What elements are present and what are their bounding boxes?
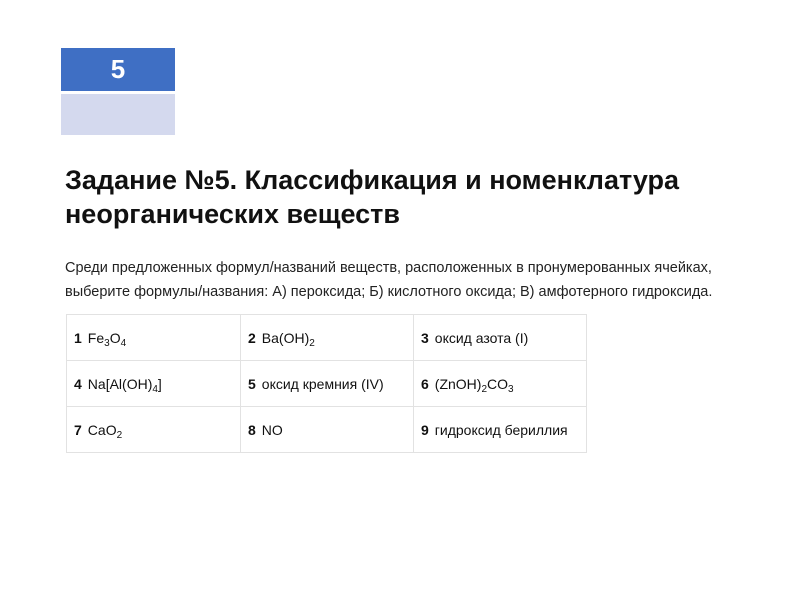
cell-number: 7	[74, 421, 82, 438]
substance-grid	[66, 314, 587, 453]
task-number-badge	[61, 48, 175, 91]
cell-substance: CaO$_2$	[87, 421, 123, 441]
task-number: 5	[110, 54, 126, 84]
cell-number: 5	[248, 375, 256, 392]
grid-cell	[67, 315, 241, 361]
cell-number: 4	[74, 375, 82, 392]
task-badge-underlay	[61, 94, 175, 135]
grid-row	[67, 315, 587, 361]
cell-substance: $Fe_3O_4$	[87, 329, 127, 349]
cell-number: 6	[421, 375, 429, 392]
cell-substance: $Ba(OH)_2$	[261, 329, 315, 349]
task-instructions: Среди предложенных формул/названий веществ, расположенных в пронумерованных ячейках, выберите формулы/названия: А) пероксида; Б) кислотного оксида; В) амфотерного гидроксида.	[65, 260, 713, 300]
cell-substance: $Na[Al(OH)_4]$	[87, 375, 162, 395]
cell-substance: $(ZnOH)_2CO_3$	[434, 375, 514, 395]
cell-number: 9	[421, 421, 429, 438]
grid-cell	[67, 361, 241, 407]
cell-substance: оксид кремния (IV)	[261, 375, 384, 392]
grid-row	[67, 361, 587, 407]
grid-cell	[414, 315, 587, 361]
cell-substance: NO	[261, 421, 283, 438]
cell-number: 8	[248, 421, 256, 438]
grid-cell	[414, 407, 587, 453]
cell-number: 3	[421, 329, 429, 346]
cell-substance: гидроксид бериллия	[434, 421, 568, 438]
task-title: Задание №5. Классификация и номенклатура неорганических веществ	[65, 165, 680, 229]
cell-number: 2	[248, 329, 256, 346]
grid-cell	[414, 361, 587, 407]
grid-cell	[241, 361, 414, 407]
grid-row	[67, 407, 587, 453]
grid-cell	[241, 407, 414, 453]
cell-number: 1	[74, 329, 82, 346]
cell-substance: оксид азота (I)	[434, 329, 529, 346]
grid-cell	[67, 407, 241, 453]
grid-cell	[241, 315, 414, 361]
